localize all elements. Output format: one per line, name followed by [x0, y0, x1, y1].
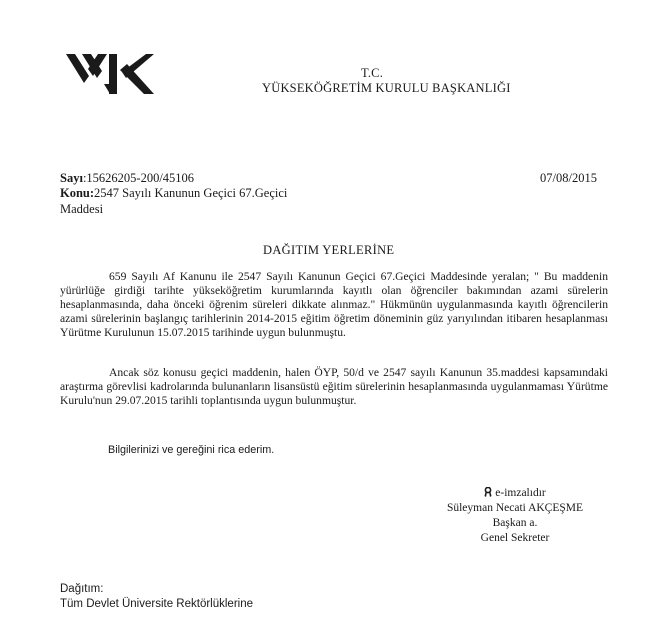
sayi-label: Sayı [60, 171, 83, 185]
konu-label: Konu: [60, 186, 95, 200]
yok-logo [64, 54, 154, 94]
document-date: 07/08/2015 [540, 171, 597, 185]
e-signature-label: e-imzalıdır [495, 487, 546, 499]
body-paragraph-2: Ancak söz konusu geçici maddenin, halen ÖYP, 50/d ve 2547 sayılı Kanunun 35.maddesi kapsamındaki araştırma görevlisi kadrolarında bulunanların lisansüstü eğitim sürelerinin hesaplanmasında uygulanmaması Yürütme Kurulu'nun 29.07.2015 tarihli toplantısında uygun bulunmuştur. [60, 366, 608, 407]
distribution-heading: DAĞITIM YERLERİNE [263, 243, 395, 257]
signatory-name: Süleyman Necati AKÇEŞME [446, 502, 584, 514]
e-signature-icon [484, 487, 492, 497]
letterhead-tc: T.C. [360, 66, 384, 80]
signatory-title-2: Genel Sekreter [480, 532, 550, 544]
body-paragraph-1: 659 Sayılı Af Kanunu ile 2547 Sayılı Kanunun Geçici 67.Geçici Maddesinde yeralan; " Bu maddenin yürürlüğe girdiği tarihte yükseköğretim kurumlarında kayıtlı olan öğrenciler bakımından azami sürelerin hesaplanmasında, daha önceki öğrenim süreleri dikkate alınmaz." Hükmünün uygulanmasında kayıtlı öğrencilerin azami sürelerinin başlangıç tarihlerinin 2014-2015 eğitim öğretim döneminin güz yarıyılından itibaren hesaplanması Yürütme Kurulunun 15.07.2015 tarihinde uygun bulunmuştu. [60, 270, 608, 339]
distribution-block [60, 582, 253, 612]
signature-block [420, 486, 610, 546]
distribution-recipients: Tüm Devlet Üniversite Rektörlüklerine [60, 598, 254, 610]
signatory-title-1: Başkan a. [492, 517, 538, 529]
konu-continuation: Maddesi [60, 202, 104, 216]
sayi-value: :15626205-200/45106 [82, 171, 195, 185]
letterhead [262, 66, 511, 96]
letterhead-institution: YÜKSEKÖĞRETİM KURULU BAŞKANLIĞI [262, 81, 511, 95]
body-paragraph-3: Bilgilerinizi ve gereğini rica ederim. [108, 444, 275, 456]
distribution-label: Dağıtım: [60, 583, 104, 595]
reference-block [60, 171, 287, 201]
konu-value: 2547 Sayılı Kanunun Geçici 67.Geçici [94, 186, 288, 200]
